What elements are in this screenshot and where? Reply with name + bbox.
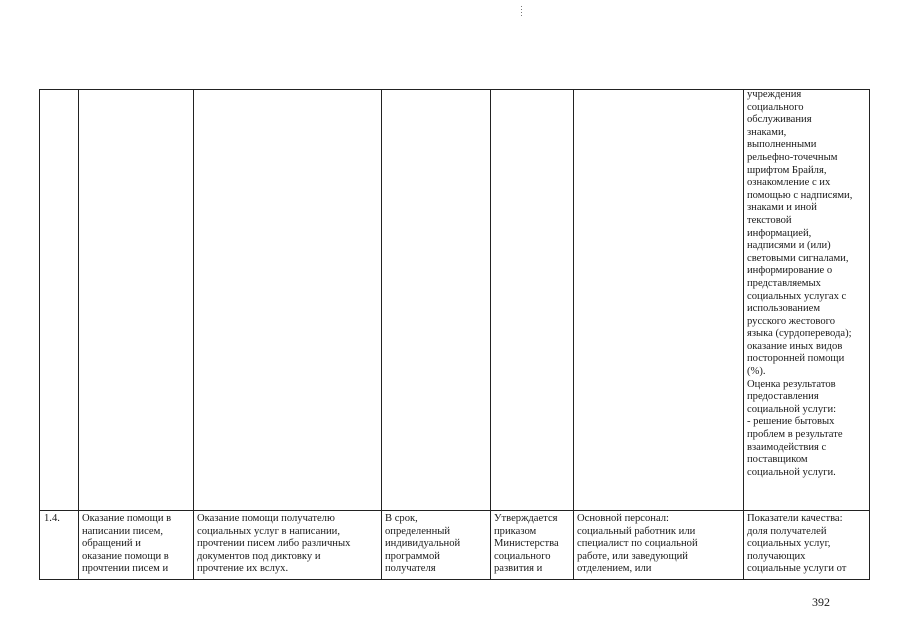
service-conditions-cell: Основной персонал: социальный работник или специалист по социальной работе, или заведующий отделением, или bbox=[577, 513, 698, 575]
continuation-cell: учреждения социального обслуживания знаками, выполненными рельефно-точечным шрифтом Брайля, ознакомление с их помощью с надписями, знаками и иной текстовой информацией, надписями и (или) световыми сигналами, информирование о представляемых социальных услугах с использованием русского жестового языка (сурдоперевода); оказание иных видов посторонней помощи (%). Оценка результатов предоставления социальной услуги: - решение бытовых проблем в результате взаимодействия с поставщиком социальной услуги. bbox=[747, 89, 853, 478]
column-divider bbox=[743, 90, 744, 579]
service-description-cell: Оказание помощи получателю социальных услуг в написании, прочтении писем либо различных документов под диктовку и прочтение их вслух. bbox=[197, 513, 351, 575]
row-number: 1.4. bbox=[44, 513, 60, 524]
services-table bbox=[39, 89, 870, 580]
scan-artifact bbox=[521, 6, 522, 18]
column-divider bbox=[490, 90, 491, 579]
page-number: 392 bbox=[812, 595, 830, 609]
column-divider bbox=[573, 90, 574, 579]
column-divider bbox=[193, 90, 194, 579]
row-divider bbox=[40, 510, 869, 511]
service-term-cell: В срок, определенный индивидуальной программой получателя bbox=[385, 513, 461, 575]
column-divider bbox=[78, 90, 79, 579]
quality-indicators-cell: Показатели качества: доля получателей социальных услуг, получающих социальные услуги от bbox=[747, 513, 847, 575]
column-divider bbox=[381, 90, 382, 579]
service-cost-cell: Утверждается приказом Министерства социального развития и bbox=[494, 513, 559, 575]
service-name-cell: Оказание помощи в написании писем, обращений и оказание помощи в прочтении писем и bbox=[82, 513, 172, 575]
